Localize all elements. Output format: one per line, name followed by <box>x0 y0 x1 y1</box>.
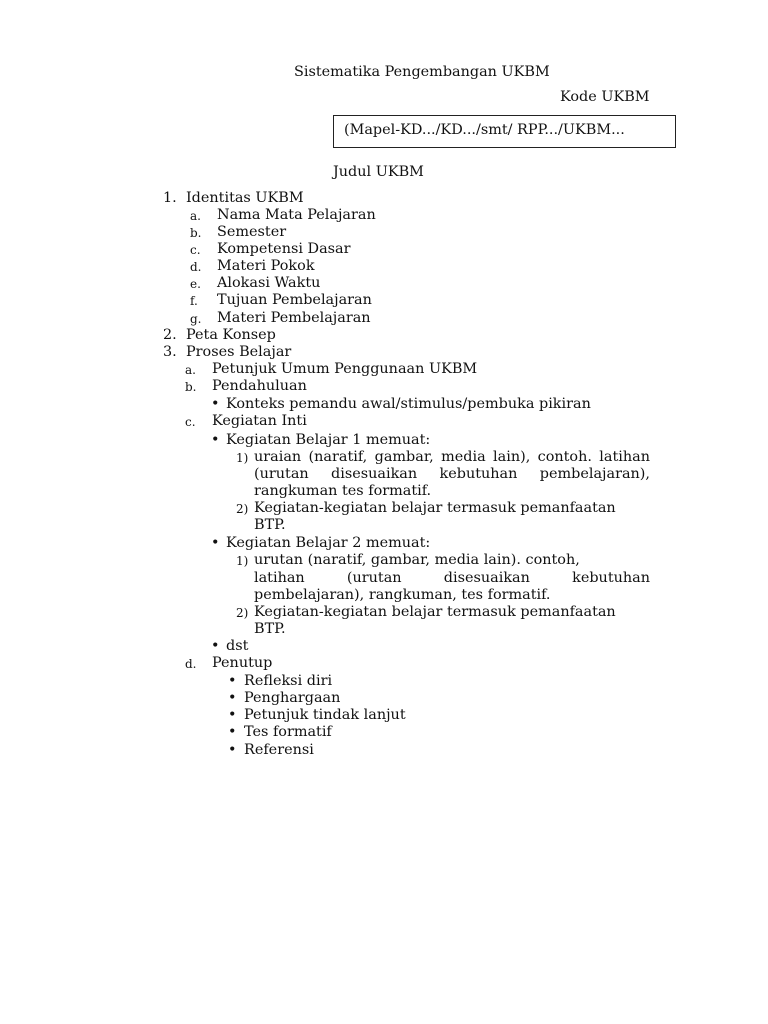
list-item: Tujuan Pembelajaran <box>217 292 372 308</box>
bullet-icon: • <box>228 673 237 689</box>
item-letter: b. <box>190 226 202 240</box>
item-letter: d. <box>190 260 202 274</box>
paragraph-line: Kegiatan-kegiatan belajar termasuk pemanfaatan <box>254 500 616 516</box>
item-letter: a. <box>190 209 201 223</box>
kode-ukbm-box <box>333 115 676 148</box>
paragraph-line: BTP. <box>254 621 286 637</box>
list-item: dst <box>226 638 249 654</box>
list-item: Petunjuk Umum Penggunaan UKBM <box>212 361 478 377</box>
bullet-icon: • <box>228 707 237 723</box>
list-item: Materi Pokok <box>217 258 315 274</box>
item-number: 2) <box>236 606 249 620</box>
list-item: Konteks pemandu awal/stimulus/pembuka pikiran <box>226 396 591 412</box>
section-heading-peta-konsep: Peta Konsep <box>186 327 276 343</box>
list-item: Kegiatan Belajar 1 memuat: <box>226 432 431 448</box>
item-number: 1) <box>236 451 249 465</box>
list-item: Referensi <box>244 742 314 758</box>
list-item: Tes formatif <box>244 724 332 740</box>
list-item: Pendahuluan <box>212 378 307 394</box>
kode-ukbm-label: Kode UKBM <box>560 89 650 105</box>
paragraph-line: latihan (urutan disesuaikan kebutuhan <box>254 570 650 586</box>
list-item: Semester <box>217 224 287 240</box>
list-item: Materi Pembelajaran <box>217 310 371 326</box>
item-letter: a. <box>185 363 196 377</box>
item-number: 2) <box>236 502 249 516</box>
bullet-icon: • <box>211 638 220 654</box>
item-letter: e. <box>190 277 201 291</box>
list-item: Penghargaan <box>244 690 341 706</box>
paragraph-line: Kegiatan-kegiatan belajar termasuk pemanfaatan <box>254 604 616 620</box>
paragraph-line: urutan (naratif, gambar, media lain). contoh, <box>254 552 580 568</box>
bullet-icon: • <box>228 690 237 706</box>
bullet-icon: • <box>211 396 220 412</box>
section-heading-identitas: Identitas UKBM <box>186 190 304 206</box>
list-item: Kompetensi Dasar <box>217 241 351 257</box>
item-number: 1) <box>236 554 249 568</box>
document-title: Sistematika Pengembangan UKBM <box>294 64 550 80</box>
item-letter: c. <box>185 415 196 429</box>
section-number: 1. <box>163 190 177 206</box>
section-number: 2. <box>163 327 177 343</box>
item-letter: d. <box>185 657 197 671</box>
list-item: Alokasi Waktu <box>217 275 321 291</box>
bullet-icon: • <box>211 432 220 448</box>
paragraph-line: pembelajaran), rangkuman, tes formatif. <box>254 587 551 603</box>
bullet-icon: • <box>228 724 237 740</box>
paragraph-line: uraian (naratif, gambar, media lain), contoh. latihan <box>254 449 650 465</box>
kode-ukbm-value: (Mapel-KD.../KD.../smt/ RPP.../UKBM... <box>344 122 625 138</box>
list-item: Nama Mata Pelajaran <box>217 207 376 223</box>
item-letter: f. <box>190 294 198 308</box>
item-letter: g. <box>190 312 202 326</box>
list-item: Petunjuk tindak lanjut <box>244 707 406 723</box>
list-item: Refleksi diri <box>244 673 333 689</box>
paragraph-line: (urutan disesuaikan kebutuhan pembelajaran), <box>254 466 650 482</box>
list-item: Penutup <box>212 655 273 671</box>
section-heading-proses-belajar: Proses Belajar <box>186 344 292 360</box>
paragraph-line: rangkuman tes formatif. <box>254 483 432 499</box>
list-item: Kegiatan Inti <box>212 413 307 429</box>
item-letter: b. <box>185 380 197 394</box>
item-letter: c. <box>190 243 201 257</box>
judul-ukbm: Judul UKBM <box>333 164 424 180</box>
paragraph-line: BTP. <box>254 517 286 533</box>
section-number: 3. <box>163 344 177 360</box>
bullet-icon: • <box>228 742 237 758</box>
list-item: Kegiatan Belajar 2 memuat: <box>226 535 431 551</box>
bullet-icon: • <box>211 535 220 551</box>
